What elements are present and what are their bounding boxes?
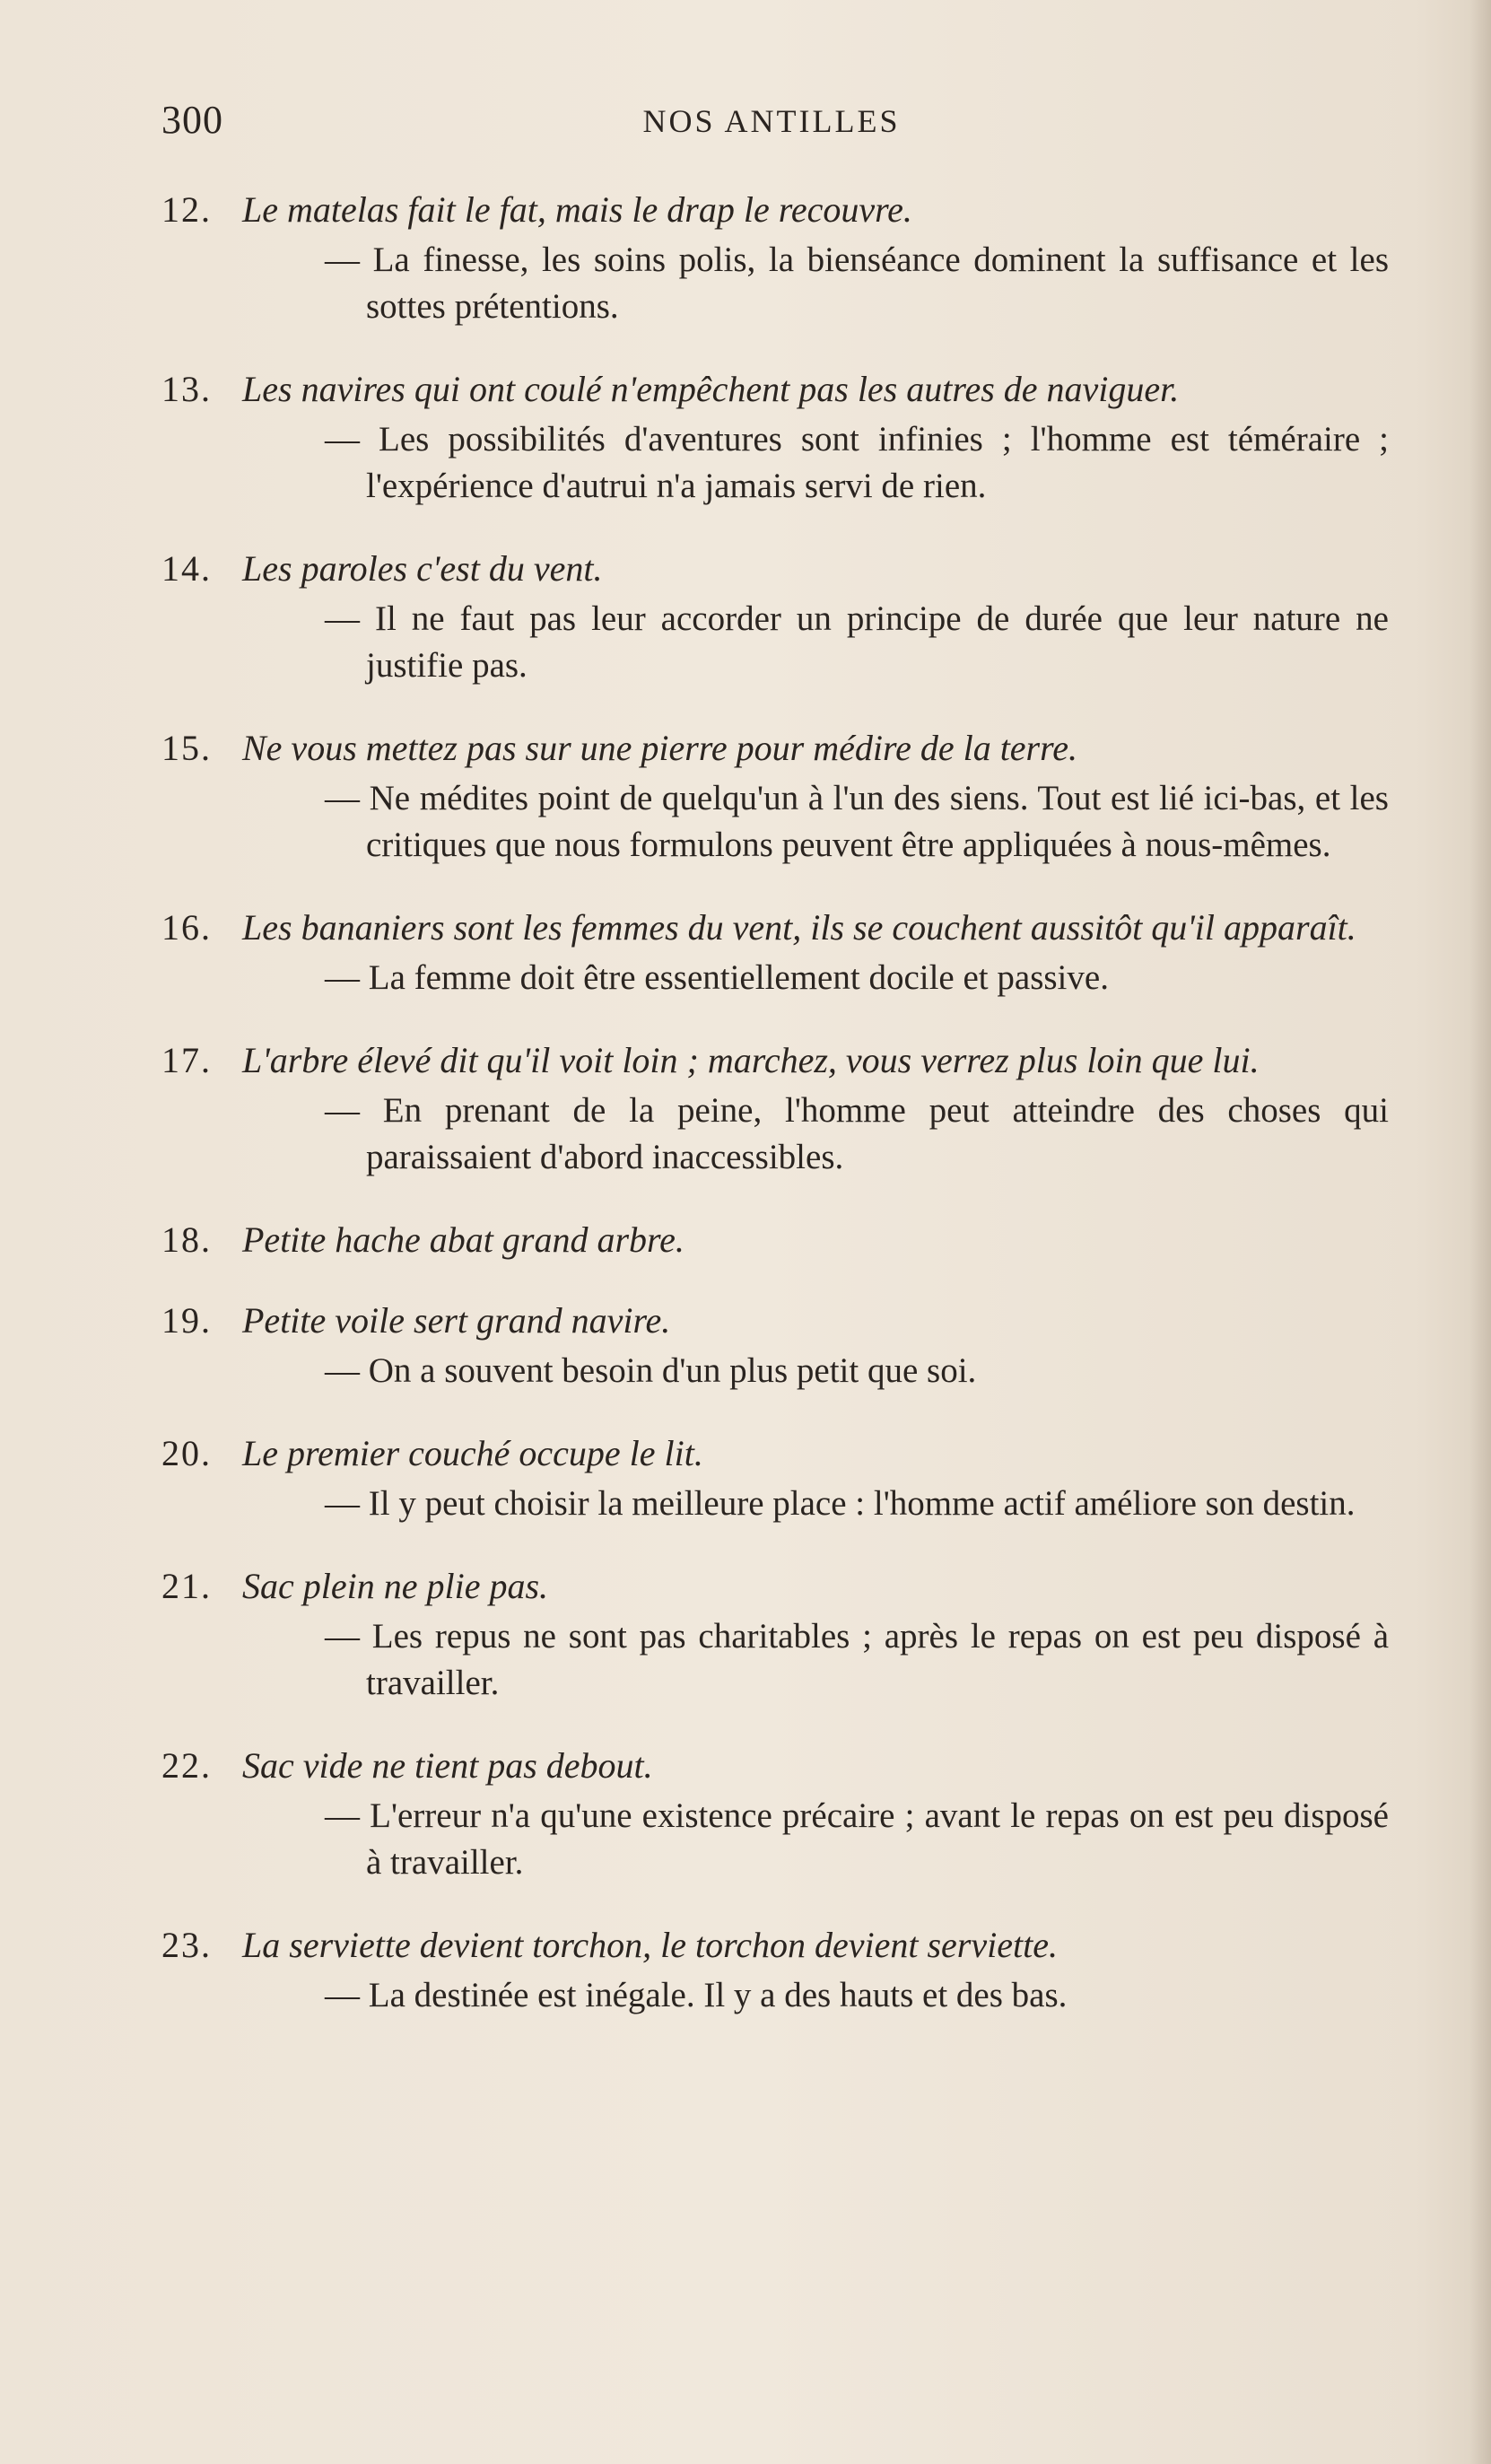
page-number: 300 [161, 98, 223, 142]
proverb-entry-17 [161, 1039, 1389, 1181]
proverb-entry-18 [161, 1219, 1389, 1262]
proverb-list [161, 188, 1389, 2057]
proverb-gloss: — Les possibilités d'aventures sont infinies ; l'homme est téméraire ; l'expérience d'autrui n'a jamais servi de rien. [325, 420, 1389, 505]
proverb-entry-22 [161, 1744, 1389, 1886]
entry-number: 23. [161, 1925, 212, 1965]
proverb-entry-12 [161, 188, 1389, 330]
proverb-gloss: — Il ne faut pas leur accorder un principe de durée que leur nature ne justifie pas. [325, 599, 1389, 685]
proverb-gloss: — La finesse, les soins polis, la bienséance dominent la suffisance et les sottes prétentions. [325, 240, 1389, 326]
proverb-gloss: — La femme doit être essentiellement docile et passive. [325, 958, 1109, 997]
proverb-gloss: — La destinée est inégale. Il y a des hauts et des bas. [325, 1976, 1068, 2014]
entry-number: 12. [161, 189, 212, 230]
entry-number: 21. [161, 1566, 212, 1606]
entry-number: 15. [161, 728, 212, 768]
running-title: NOS ANTILLES [642, 103, 901, 139]
entry-number: 14. [161, 548, 212, 589]
proverb-gloss: — Ne médites point de quelqu'un à l'un des siens. Tout est lié ici-bas, et les critiques que nous formulons peuvent être appliquées à nous-mêmes. [325, 779, 1389, 864]
proverb-gloss: — L'erreur n'a qu'une existence précaire ; avant le repas on est peu disposé à travailler. [325, 1796, 1389, 1882]
proverb-text: Les navires qui ont coulé n'empêchent pas les autres de naviguer. [242, 369, 1180, 409]
proverb-entry-13 [161, 368, 1389, 510]
proverb-entry-23 [161, 1924, 1389, 2019]
entry-number: 18. [161, 1219, 212, 1260]
entry-number: 17. [161, 1040, 212, 1080]
proverb-text: Les paroles c'est du vent. [242, 548, 603, 589]
proverb-text: Petite voile sert grand navire. [242, 1300, 671, 1341]
entry-number: 22. [161, 1745, 212, 1786]
proverb-entry-20 [161, 1432, 1389, 1527]
entry-number: 19. [161, 1300, 212, 1341]
entry-number: 16. [161, 907, 212, 948]
entry-number: 20. [161, 1433, 212, 1473]
proverb-gloss: — On a souvent besoin d'un plus petit que soi. [325, 1351, 977, 1390]
proverb-text: Ne vous mettez pas sur une pierre pour médire de la terre. [242, 728, 1077, 768]
proverb-entry-16 [161, 906, 1389, 1001]
proverb-entry-19 [161, 1299, 1389, 1394]
page-edge-shadow [1469, 0, 1491, 2464]
entry-number: 13. [161, 369, 212, 409]
proverb-text: Petite hache abat grand arbre. [242, 1219, 684, 1260]
proverb-text: Sac vide ne tient pas debout. [242, 1745, 653, 1786]
proverb-text: Le premier couché occupe le lit. [242, 1433, 703, 1473]
proverb-entry-21 [161, 1565, 1389, 1707]
proverb-text: Sac plein ne plie pas. [242, 1566, 549, 1606]
page-header [161, 97, 1382, 151]
proverb-gloss: — En prenant de la peine, l'homme peut atteindre des choses qui paraissaient d'abord inaccessibles. [325, 1091, 1389, 1176]
proverb-text: L'arbre élevé dit qu'il voit loin ; marchez, vous verrez plus loin que lui. [242, 1040, 1260, 1080]
proverb-entry-14 [161, 547, 1389, 689]
proverb-text: La serviette devient torchon, le torchon devient serviette. [242, 1925, 1058, 1965]
proverb-text: Le matelas fait le fat, mais le drap le recouvre. [242, 189, 912, 230]
proverb-entry-15 [161, 727, 1389, 869]
proverb-gloss: — Les repus ne sont pas charitables ; après le repas on est peu disposé à travailler. [325, 1617, 1389, 1702]
proverb-gloss: — Il y peut choisir la meilleure place : l'homme actif améliore son destin. [325, 1484, 1356, 1523]
proverb-text: Les bananiers sont les femmes du vent, ils se couchent aussitôt qu'il apparaît. [242, 907, 1356, 948]
